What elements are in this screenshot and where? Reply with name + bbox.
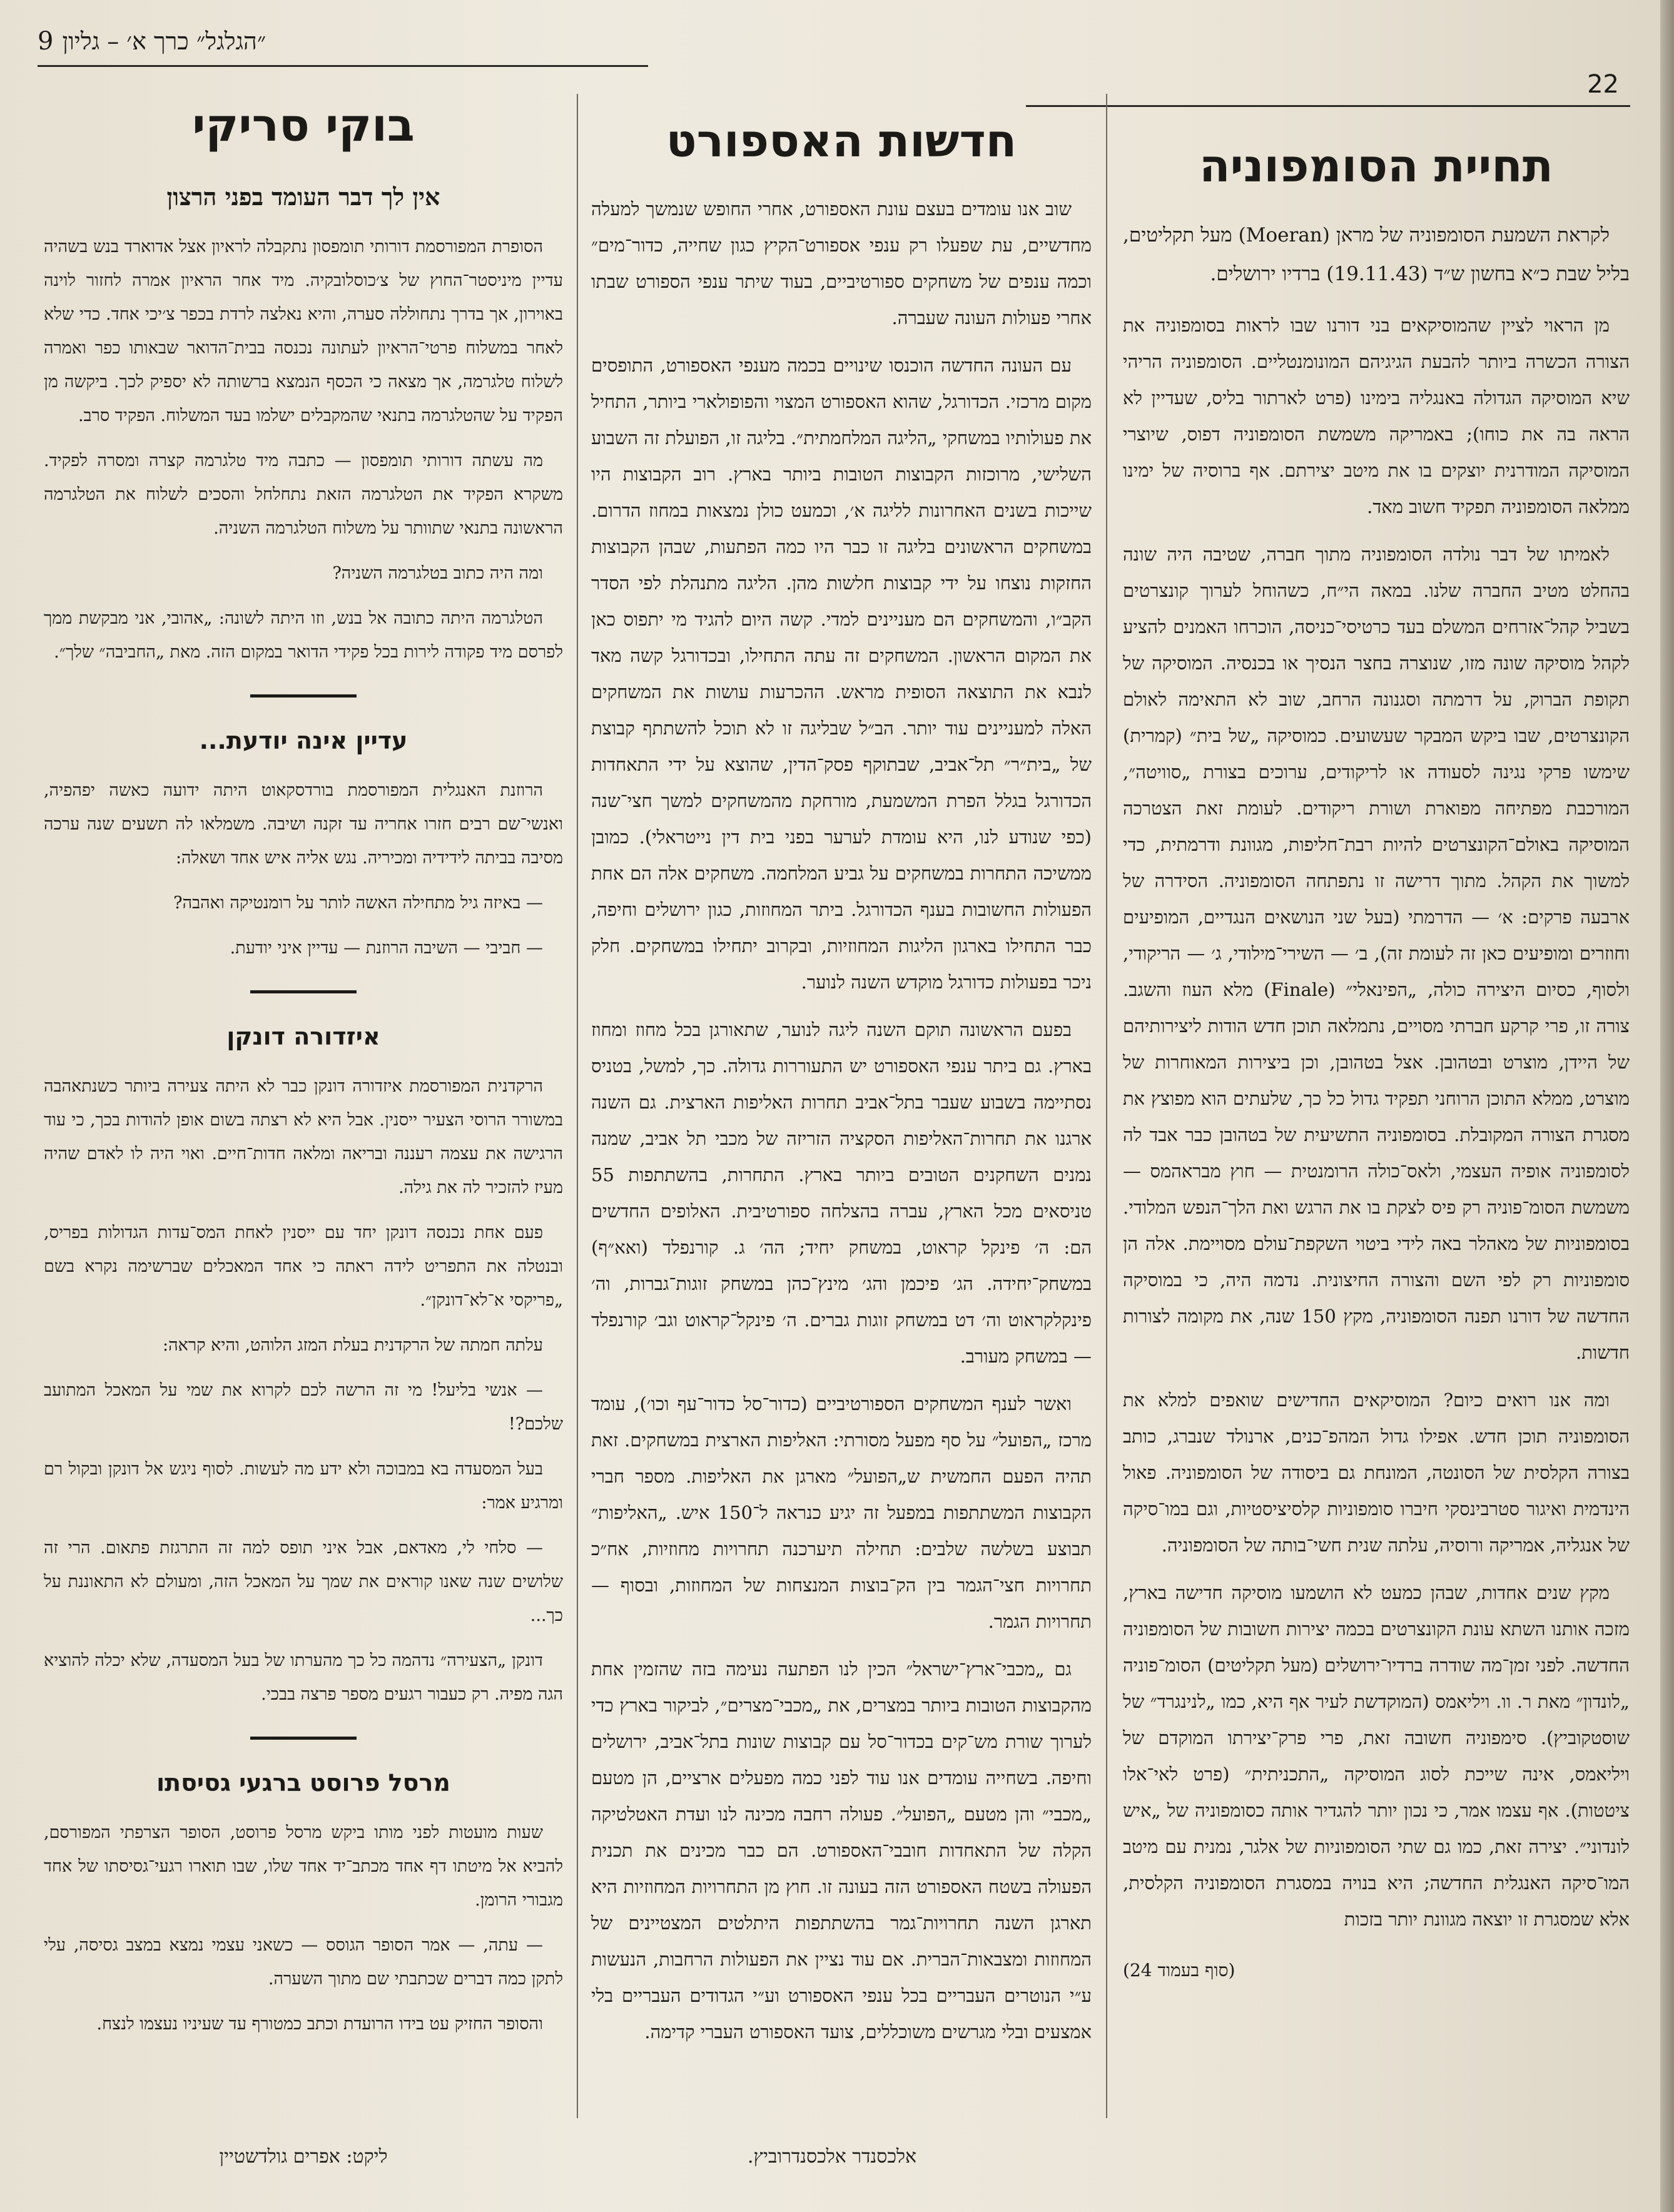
paragraph: הרקדנית המפורסמת איזדורה דונקן כבר לא היתה צעירה ביותר כשנתאהבה במשורר הרוסי הצעיר ייסנין. אבל היא לא רצתה בשום אופן להודות בכך, כי עוד הרגישה את עצמה רעננה ובריאה ומלאה חדות־חיים. ואוי היה לו לאדם שהיה מעיז להזכיר לה את גילה. bbox=[44, 1077, 563, 1197]
column-divider bbox=[1106, 94, 1107, 2118]
continued-note: (סוף בעמוד 24) bbox=[1123, 1960, 1235, 1981]
paragraph: גם „מכבי־ארץ־ישראל״ הכין לנו הפתעה נעימה בזה שהזמין אחת מהקבוצות הטובות ביותר במצרים, את „מכבי־מצרים״, לביקור בארץ כדי לערוך שורת מש־קים בכדור־סל עם קבוצות שונות בתל־אביב, ירושלים וחיפה. בשחייה עומדים אנו עוד לפני כמה מפעלים ארציים, הן מטעם „מכבי״ והן מטעם „הפועל״. פעולה רחבה מכינה לנו ועדת האטלטיקה הקלה של התאחדות חובבי־האספורט. הם כבר מכינים את תכנית הפעולה בשטח האספורט הזה בעונה זו. חוץ מן התחרויות המחוזיות היא תארגן השנה תחרויות־גמר בהשתתפות היתלטים המצטיינים של המחוזות ומצבאות־הברית. אם עוד נציין את הפעולות הרחבות, הנעשות ע״י הנוטרים העבריים בכל ענפי האספורט וע״י הגדודים העבריים בלי אמצעים ובלי מגרשים משוכללים, צועד האספורט העברי קדימה. bbox=[591, 1658, 1092, 2042]
article-title: חדשות האספורט bbox=[666, 114, 1017, 167]
sport-signature: אלכסנדר אלכסנדרוביץ. bbox=[747, 2146, 917, 2168]
article-intro: לקראת השמעת הסומפוניה של מראן (Moeran) מעל תקליטים, בליל שבת כ״א בחשון ש״ד (19.11.43) ברדיו ירושלים. bbox=[1123, 224, 1630, 285]
paragraph: שוב אנו עומדים בעצם עונת האספורט, אחרי החופש שנמשך למעלה מחדשיים, עת שפעלו רק ענפי אספורט־הקיץ כגון שחייה, כדור־מים״ וכמה ענפים של משחקים ספורטיביים, בעוד שיתר ענפי הספורט שבתו אחרי פעולות העונה שעברה. bbox=[591, 198, 1092, 328]
running-header bbox=[38, 23, 663, 60]
paragraph: הרוזנת האנגלית המפורסמת בורדסקאוט היתה ידועה כאשה יפהפיה, ואנשי־שם רבים חזרו אחריה עד זקנה ושיבה. משמלאו לה תשעים שנה ערכה מסיבה בביתה לידידיה ומכיריה. נגש אליה איש אחד ושאלה: bbox=[44, 781, 563, 868]
paragraph: לאמיתו של דבר נולדה הסומפוניה מתוך חברה, שטיבה היה שונה בהחלט מטיב החברה שלנו. במאה הי״ח, כשהוחל לערוך קונצרטים בשביל קהל־אזרחים המשלם בעד כרטיסי־כניסה, הוכרחו האמנים להציע לקהל מוסיקה שונה מזו, שנוצרה בחצר הנסיך או בכנסיה. המוסיקה של תקופת הברוק, על דרמתה וסגנונה הרחב, שוב לא התאימה לאולם הקונצרטים, שבו ביקש המבקר שעשועים. כמוסיקה „של בית״ (קמרית) שימשו פרקי נגינה לסעודה או לריקודים, ערוכים בצורת „סוויטה״, המורכבת מפתיחה מפוארת ושורת ריקודים. לעומת זאת הצטרכה המוסיקה באולם־הקונצרטים להיות רבת־חליפות, מגוונת ודרמתית, כדי למשוך את הקהל. מתוך דרישה זו נתפתחה הסומפוניה. הסידרה של ארבעה פרקים: א׳ — הדרמתי (בעל שני הנושאים הנגדיים, המופיעים וחוזרים ומופיעים כאן זה לעומת זה), ב׳ — השירי־מילודי, ג׳ — הריקודי, ולסוף, כסיום היצירה כולה, „הפינאלי״ (Finale) מלא העוז והשגב. צורה זו, פרי קרקע חברתי מסויים, נתמלאה תוכן חדש הודות ליצירותיהם של היידן, מוצרט ובטהובן. אצל בטהובן, וכן ביצירות המאוחרות של מוצרט, ממלא התוכן הרוחני תפקיד גדול כל כך, שלעתים הוא מפוצץ את מסגרת הצורה המקובלת. בסומפוניה התשיעית של בטהובן כבר אבד לה לסומפוניה אופיה העצמי, ולאס־כולה הרומנטית — חוץ מבראהמס — משמשת הסומ־פוניה רק פיס לצקת בו את הרגש ואת הלך־הנפש המלודי. בסומפוניות של מאהלר באה לידי ביטוי השקפת־עולם מסויימת. אלה הן סומפוניות רק לפי השם והצורה החיצונית. נדמה היה, כי במוסיקה החדשה של דורנו תפנה הסומפוניה, מקץ 150 שנה, את מקומה לצורות חדשות. bbox=[1123, 544, 1630, 1363]
page-edge bbox=[1660, 0, 1674, 2212]
paragraph: — עתה, — אמר הסופר הגוסס — כשאני עצמי נמצא במצב גסיסה, עלי לתקן כמה דברים שכתבתי שם מתוך השערה. bbox=[44, 1936, 563, 1989]
paragraph: ומה אנו רואים כיום? המוסיקאים החדישים שואפים למלא את הסומפוניה תוכן חדש. אפילו גדול המהפ־כנים, ארנולד שנברג, כותב בצורה הקלסית של הסונטה, המונחת גם ביסודה של הסומפוניה. פאול הינדמית ואיגור סטרבינסקי חיברו סומפוניות קלסיציסטיות, וגם במו־סיקה של אנגליה, אמריקה ורוסיה, עלתה שנית חשי־בותה של הסומפוניה. bbox=[1123, 1389, 1630, 1556]
top-rule bbox=[1026, 105, 1630, 107]
paragraph: מן הראוי לציין שהמוסיקאים בני דורנו שבו לראות בסומפוניה את הצורה הכשרה ביותר להבעת הגיגיהם המונומנטליים. הסומפוניה הריהי שיא המוסיקה הגדולה באנגליה בימינו (פרט לארתור בליס, שעדיין לא הראה בה את כוחו); באמריקה משמשת הסומפוניה דפוס, שיוצרי המוסיקה המודרנית יוצקים בו את מיטב יצירתם. אף ברוסיה של ימינו ממלאה הסומפוניה תפקיד חשוב מאד. bbox=[1123, 315, 1630, 517]
paragraph: פעם אחת נכנסה דונקן יחד עם ייסנין לאחת המס־עדות הגדולות בפריס, ובנטלה את התפריט לידה ראתה כי אחד המאכלים שברשימה נקרא בשם „פריקסי א־לא־דונקן״. bbox=[44, 1223, 563, 1310]
paragraph: עלתה חמתה של הרקדנית בעלת המזג הלוהט, והיא קראה: bbox=[163, 1336, 543, 1355]
column-divider bbox=[577, 94, 578, 2118]
paragraph: דונקן „הצעירה״ נדהמה כל כך מהערתו של בעל המסעדה, שלא יכלה להוציא הגה מפיה. רק כעבור רגעים מספר פרצה בבכי. bbox=[44, 1651, 563, 1704]
article-anecdotes bbox=[44, 94, 563, 2052]
paragraph: ומה היה כתוב בטלגרמה השניה? bbox=[332, 564, 543, 583]
article-title: תחיית הסומפוניה bbox=[1199, 140, 1553, 192]
paragraph: מקץ שנים אחדות, שבהן כמעט לא הושמעו מוסיקה חדישה בארץ, מזכה אותנו השתא עונת הקונצרטים בכמה יצירות חשובות של הסומפוניה החדשה. לפני זמן־מה שודרה ברדיו־ירושלים (מעל תקליטים) הסומ־פוניה „לונדון״ מאת ר. וו. ויליאמס (המוקדשת לעיר אף היא, כמו „לנינגרד״ של שוסטקוביץ). סימפוניה חשובה זאת, פרי פרק־יצירתו המוקדם של ויליאמס, אינה שייכת לסוג המוסיקה „התכניתית״ (פרט לאי־אלו ציטטות). אף עצמו אמר, כי נכון יותר להגדיר אותה כסומפוניה של „איש לונדוני״. יצירה זאת, כמו גם שתי הסומפוניות של אלגר, נמנית עם מיטב המו־סיקה האנגלית החדשה; היא בנויה במסגרת הסומפוניה הקלסית, אלא שמסגרת זו יוצאה מגוונת יותר בזכות bbox=[1123, 1582, 1630, 1930]
header-rule bbox=[38, 65, 648, 67]
anecdotes-signature: ליקט: אפרים גולדשטיין bbox=[219, 2146, 388, 2168]
paragraph: — סלחי לי, מאדאם, אבל איני תופס למה זה התרגזת פתאום. הרי זה שלושים שנה שאנו קוראים את שמך על המאכל הזה, ומעולם לא התאוננת על כך... bbox=[44, 1538, 563, 1625]
paragraph: והסופר החזיק עט בידו הרועדת וכתב כמטורף עד שעיניו נעצמו לנצח. bbox=[96, 2014, 543, 2034]
running-title: ״הגלגל״ כרך א׳ – גליון bbox=[62, 27, 266, 55]
paragraph: — באיזה גיל מתחילה האשה לותר על רומנטיקה ואהבה? bbox=[173, 893, 543, 913]
section-heading: מרסל פרוסט ברגעי גסיסתו bbox=[156, 1769, 450, 1797]
article-title: בוקי סריקי bbox=[192, 99, 415, 151]
issue-number: 9 bbox=[38, 27, 54, 56]
paragraph: בעל המסעדה בא במבוכה ולא ידע מה לעשות. לסוף ניגש אל דונקן ובקול רם ומרגיע אמר: bbox=[44, 1459, 563, 1513]
section-heading: איזדורה דונקן bbox=[226, 1023, 380, 1050]
article-sport bbox=[591, 109, 1092, 2061]
section-separator bbox=[250, 990, 357, 993]
page-number: 22 bbox=[1587, 70, 1619, 99]
paragraph: הטלגרמה היתה כתובה אל בנש, וזו היתה לשונה: „אהובי, אני מבקשת ממך לפרסם מיד פקודה לירות בכל פקידי הדואר במקום הזה. מאת „החביבה״ שלך״. bbox=[44, 609, 563, 662]
paragraph: הסופרת המפורסמת דורותי תומפסון נתקבלה לראיון אצל אדוארד בנש בשהיה עדיין מיניסטר־החוץ של צ׳כוסלובקיה. מיד אחר הראיון אמרה לחזור לוינה באוירון, אך בדרך נתחוללה סערה, והיא נאלצה לרדת בכפר צ׳יכי אחד. כדי שלא לאחר במשלוח פרטי־הראיון לעתונה נכנסה בבית־הדואר שבאותו כפר ואמרה לשלוח טלגרמה, אך מצאה כי הכסף הנמצא ברשותה לא יספיק לכך. ביקשה מן הפקיד על שהטלגרמה בתנאי שהמקבלים ישלמו בעד המשלוח. הפקיד סרב. bbox=[44, 237, 563, 425]
paragraph: בפעם הראשונה תוקם השנה ליגה לנוער, שתאורגן בכל מחוז ומחוז בארץ. גם ביתר ענפי האספורט יש התעוררות גדולה. כך, למשל, בטניס נסתיימה בשבוע שעבר בתל־אביב תחרות האליפות הארצית. גם השנה ארגנו את תחרות־האליפות הסקציה הזריזה של מכבי תל אביב, שמנה נמנים השחקנים הטובים ביותר בארץ. התחרות, בהשתתפות 55 טניסאים מכל הארץ, עברה בהצלחה ספורטיבית. האלופים החדשים הם: ה׳ פינקל קראוט, במשחק יחיד; הה׳ ג. קורנפלד (ואא״ף) במשחק־יחידה. הג׳ פיכמן והג׳ מינץ־כהן במשחק זוגות־גברות, וה׳ פינקלקראוט וה׳ דט במשחק זוגות גברים. ה׳ פינקל־קראוט וגב׳ קורנפלד — במשחק מעורב. bbox=[591, 1019, 1092, 1367]
paragraph: עם העונה החדשה הוכנסו שינויים בכמה מענפי האספורט, התופסים מקום מרכזי. הכדורגל, שהוא האספורט המצוי והפופולארי ביותר, התחיל את פעולותיו במשחקי „הליגה המלחמתית״. בליגה זו, הפועלת זה השבוע השלישי, מרוכזות הקבוצות הטובות ביותר בארץ. רוב הקבוצות היו שייכות בשנים האחרונות לליגה א׳, וכמעט כולן נמצאות במחוז הדרום. במשחקים הראשונים בליגה זו כבר היו כמה הפתעות, שבהן הקבוצות החזקות נוצחו על ידי קבוצות חלשות מהן. הליגה מתנהלת לפי הסדר הקב״ו, והמשחקים הם מעניינים למדי. קשה היום להגיד מי יתפוס כאן את המקום הראשון. המשחקים זה עתה התחילו, ובכדורגל קשה מאד לנבא את התוצאה הסופית מראש. ההכרעות עושות את המשחקים האלה למעניינים עוד יותר. הב״ל שבליגה זו לא תוכל להשתתף קבוצת של „בית״ר״ תל־אביב, שבתוקף פסק־הדין, שהוצא על ידי התאחדות הכדורגל בגלל הפרת המשמעת, מורחקת מהמשחקים למשך חצי־שנה (כפי שנודע לנו, היא עומדת לערער בפני בית דין נייטראלי). כמובן ממשיכה התחרות במשחקים על גביע המלחמה. משחקים אלה הם אחת הפעולות החשובות בענף הכדורגל. ביתר המחוזות, כגון ירושלים וחיפה, כבר התחילו בארגון הליגות המחוזיות, ובקרוב יתחילו במשחקים. חלק ניכר בפעולות כדורגל מוקדש השנה לנוער. bbox=[591, 355, 1092, 993]
section-separator bbox=[250, 694, 357, 698]
section-heading: אין לך דבר העומד בפני הרצון bbox=[166, 183, 440, 211]
paragraph: — אנשי בליעל! מי זה הרשה לכם לקרוא את שמי על המאכל המתועב שלכם?! bbox=[44, 1381, 563, 1434]
paragraph: ואשר לענף המשחקים הספורטיביים (כדור־סל כדור־עף וכו׳), עומד מרכז „הפועל״ על סף מפעל מסורתי: האליפות הארצית במשחקים. זאת תהיה הפעם החמשית ש„הפועל״ מארגן את האליפות. מספר חברי הקבוצות המשתתפות במפעל זה יגיע כנראה ל־150 איש. „האליפות״ תבוצע בשלשה שלבים: תחילה תיערכנה תחרויות מחוזיות, אח״כ תחרויות חצי־הגמר בין הק־בוצות המנצחות של המחוזות, ובסוף — תחרויות הגמר. bbox=[591, 1393, 1092, 1632]
paragraph: שעות מועטות לפני מותו ביקש מרסל פרוסט, הסופר הצרפתי המפורסם, להביא אל מיטתו דף אחד מכתב־יד אחד שלו, שבו תוארו רגעי־גסיסתו של אחד מגבורי הרומן. bbox=[44, 1823, 563, 1910]
section-separator bbox=[250, 1737, 357, 1740]
paragraph: מה עשתה דורותי תומפסון — כתבה מיד טלגרמה קצרה ומסרה לפקיד. משקרא הפקיד את הטלגרמה הזאת נתחלחל והסכים לשלוח את הטלגרמה הראשונה בתנאי שתוותר על משלוח הטלגרמה השניה. bbox=[44, 451, 563, 538]
article-symphony bbox=[1123, 134, 1630, 1989]
paragraph: — חביבי — השיבה הרוזנת — עדיין איני יודעת. bbox=[230, 938, 543, 958]
section-heading: עדיין אינה יודעת... bbox=[199, 727, 408, 754]
